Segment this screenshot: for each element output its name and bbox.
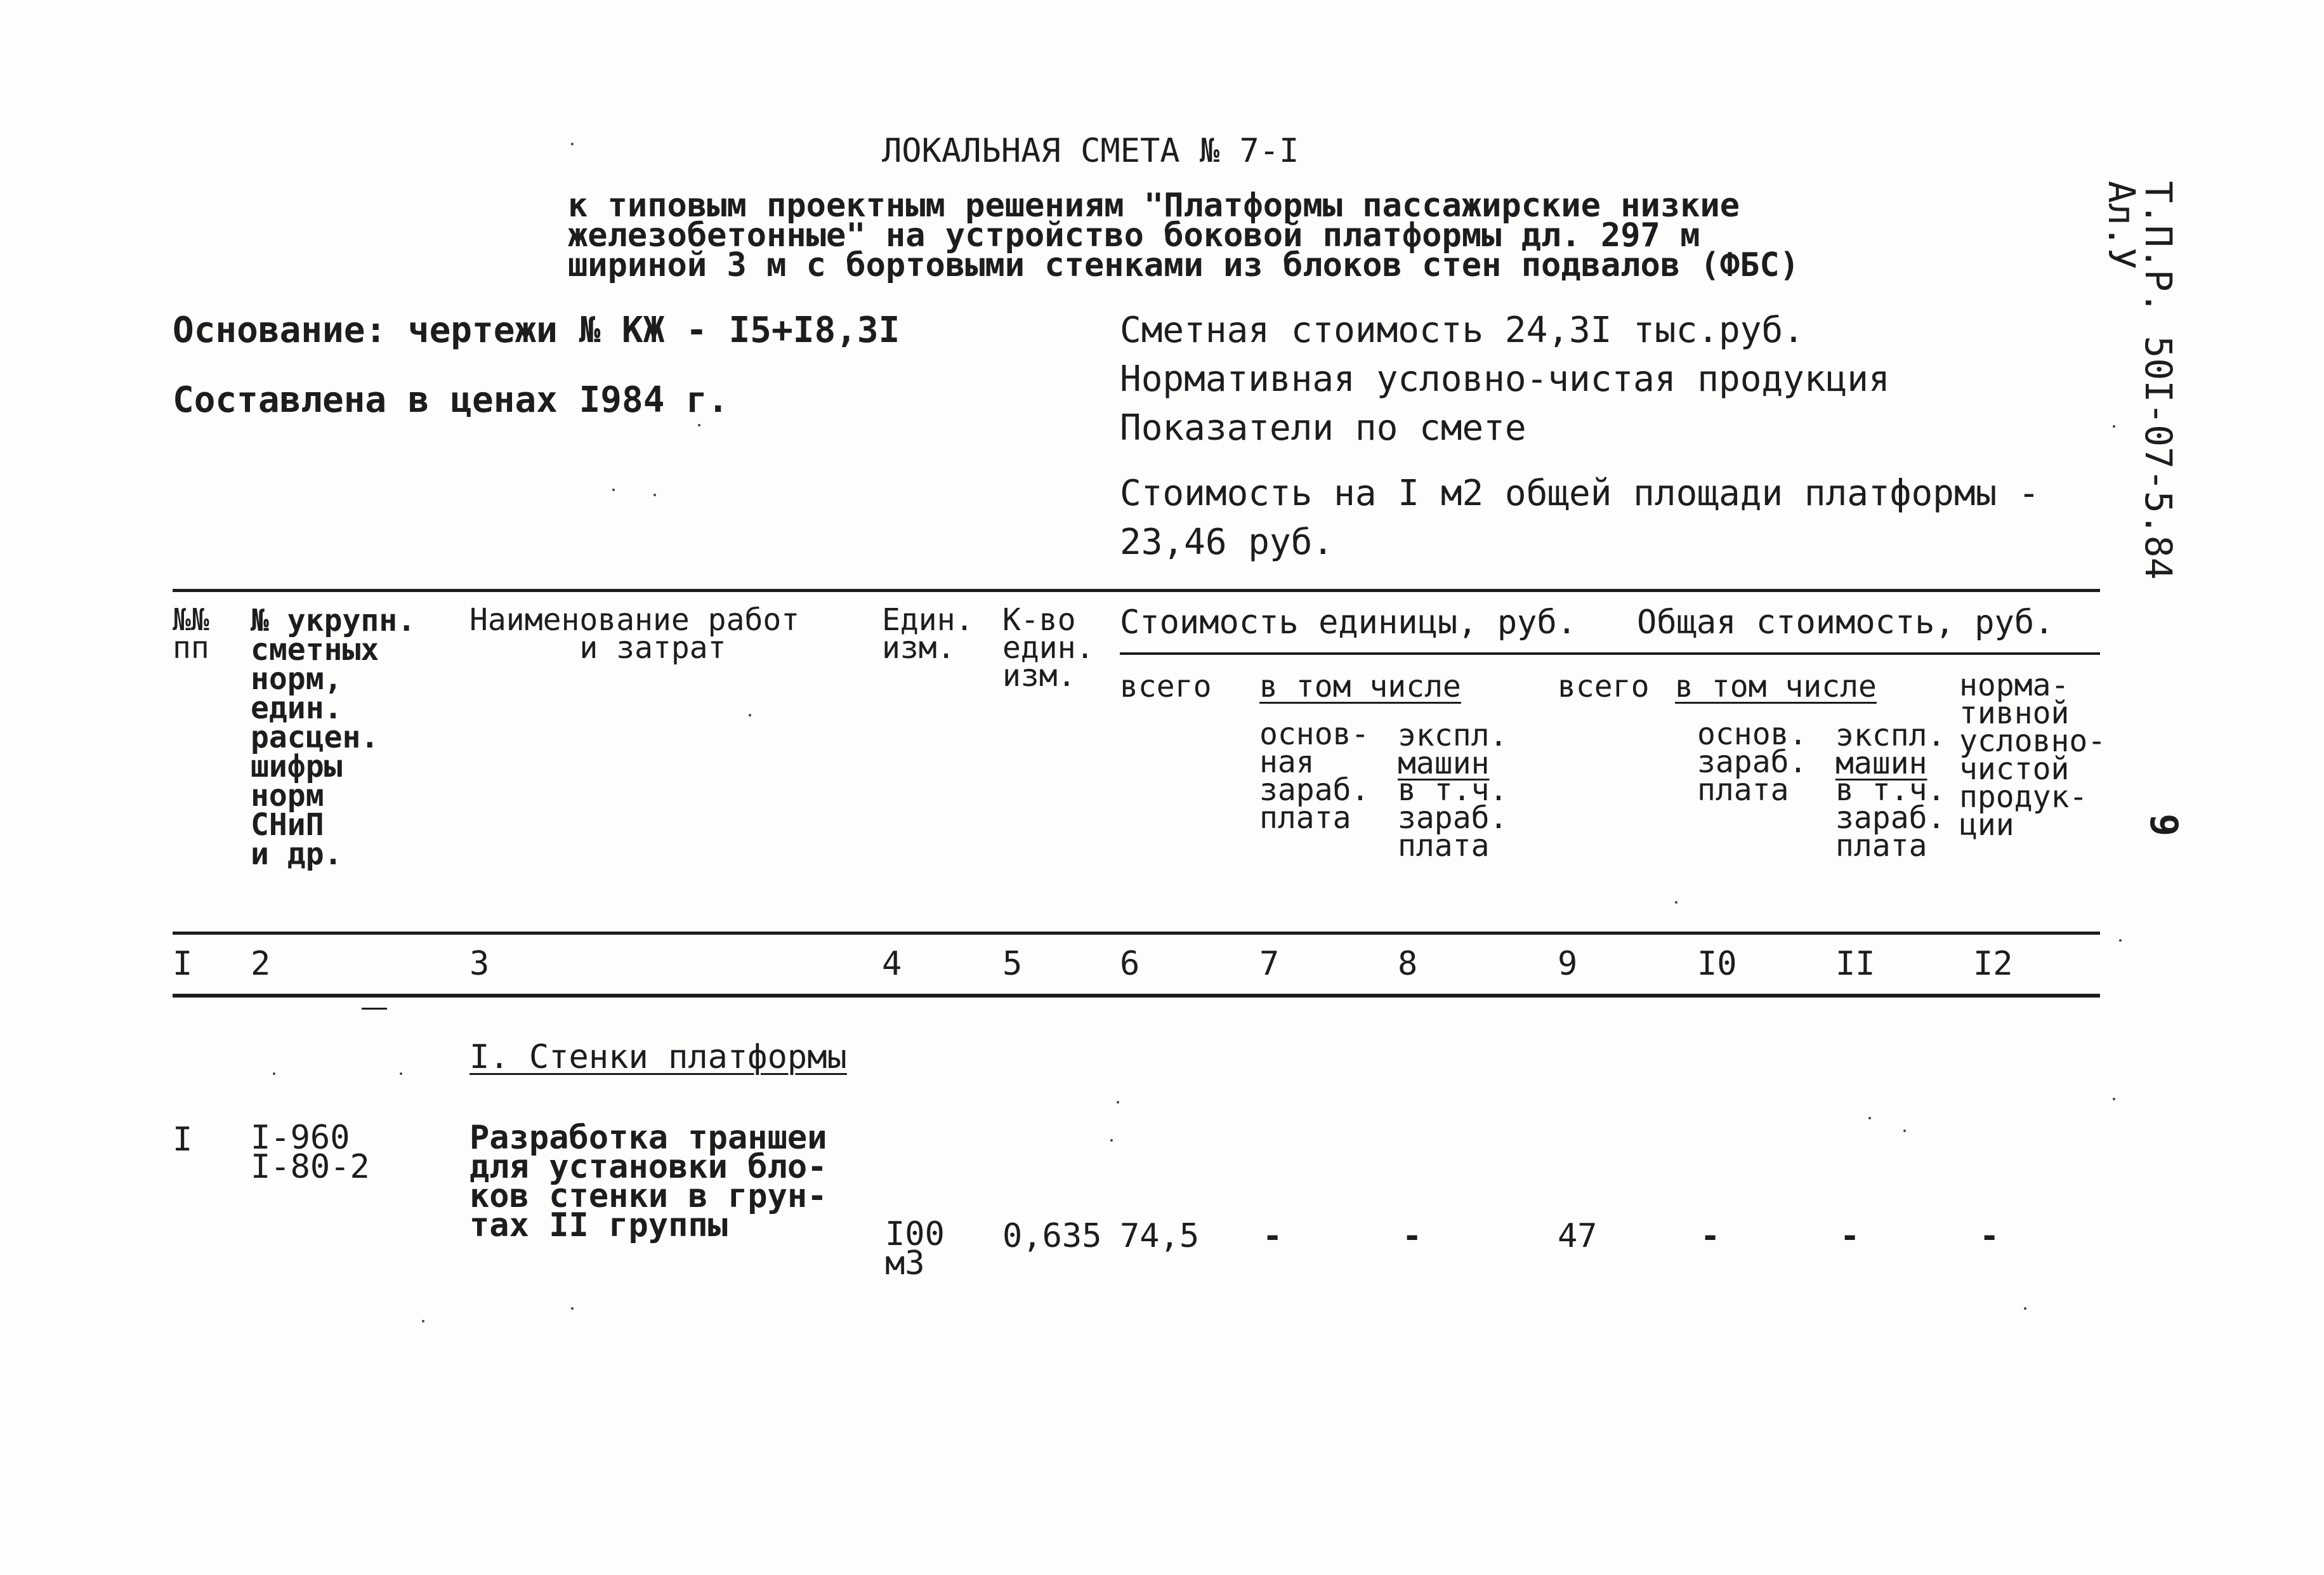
row-total-wage: - [1700, 1217, 1721, 1255]
row-normative: - [1979, 1217, 2000, 1255]
row-total-total: 47 [1558, 1217, 1598, 1255]
scan-speck [1117, 1101, 1119, 1104]
scan-speck [612, 489, 615, 491]
scan-speck [571, 1307, 574, 1310]
scan-speck [1868, 1117, 1871, 1119]
table-top-rule [173, 589, 2100, 592]
header-unit-mach-b: машин [1398, 746, 1490, 781]
column-number: 2 [251, 945, 271, 983]
header-normative: норма- тивной условно- чистой продук- ции [1959, 668, 2106, 843]
group-header-rule [1120, 652, 2100, 655]
row-name: Разработка траншеи для установки бло- ков стенки в грун- тах II группы [469, 1119, 827, 1244]
scan-speck [1675, 901, 1677, 904]
header-total-mach-a: экспл. [1835, 718, 1946, 753]
estimate-normative: Нормативная условно-чистая продукция [1120, 359, 1890, 400]
header-name: Наименование работ и затрат [469, 602, 800, 666]
row-unit-mach: - [1402, 1217, 1422, 1255]
subtitle-line-3: шириной 3 м с бортовыми стенками из блоков стен подвалов (ФБС) [568, 246, 1800, 284]
scan-speck [400, 1072, 402, 1075]
column-number: 4 [882, 945, 902, 983]
header-total-mach-c: в т.ч. зараб. плата [1835, 772, 1946, 864]
header-unit-cost-group: Стоимость единицы, руб. [1120, 603, 1577, 642]
scan-speck [571, 143, 574, 145]
scan-speck [273, 1072, 275, 1075]
row-unit-wage: - [1263, 1217, 1283, 1255]
column-number: 7 [1259, 945, 1280, 983]
header-qty: К-во един. изм. [1002, 602, 1094, 694]
section-title [469, 1038, 847, 1076]
scan-speck [698, 424, 700, 426]
subtitle-line-1: к типовым проектным решениям "Платформы пассажирские низкие [568, 187, 1740, 225]
basis-text: Основание: чертежи № КЖ - I5+I8,3I [173, 310, 900, 351]
row-code: I-960 I-80-2 [251, 1119, 370, 1186]
column-number: II [1835, 945, 1875, 983]
header-bottom-rule [173, 932, 2100, 935]
scan-mark [362, 1008, 387, 1010]
scan-speck [1903, 1130, 1906, 1132]
estimate-per-m2-line-1: Стоимость на I м2 общей площади платформы - [1120, 473, 2040, 514]
section-title-text: I. Стенки платформы [469, 1038, 847, 1076]
estimate-cost: Сметная стоимость 24,3I тыс.руб. [1120, 310, 1804, 351]
header-unit-incl: в том числе [1259, 669, 1461, 704]
header-code: № укрупн. сметных норм, един. расцен. шифры норм СНиП и др. [251, 603, 416, 872]
scan-speck [2119, 939, 2122, 942]
margin-document-code: Т.П.Р. 50I-07-5.84 Ал.У [2100, 181, 2180, 580]
scan-speck [2113, 425, 2115, 428]
subtitle-line-2: железобетонные" на устройство боковой платформы дл. 297 м [568, 216, 1700, 254]
page-number: 9 [2141, 813, 2186, 837]
header-unit-total: всего [1120, 669, 1212, 704]
column-number: 9 [1558, 945, 1578, 983]
prices-year-text: Составлена в ценах I984 г. [173, 379, 729, 421]
scan-speck [2024, 1307, 2026, 1310]
row-total-mach: - [1840, 1217, 1860, 1255]
scan-speck [653, 494, 656, 496]
row-qty: 0,635 [1002, 1217, 1102, 1255]
scan-speck [2113, 1098, 2115, 1100]
scan-speck [1110, 1139, 1113, 1142]
estimate-indicators: Показатели по смете [1120, 407, 1526, 449]
column-number: 3 [469, 945, 490, 983]
column-number: I2 [1973, 945, 2013, 983]
column-number-rule [173, 994, 2100, 998]
header-total-cost-group: Общая стоимость, руб. [1637, 603, 2054, 642]
header-total-mach-b: машин [1835, 746, 1927, 781]
column-number: 8 [1398, 945, 1418, 983]
row-unit-total: 74,5 [1120, 1217, 1200, 1255]
header-total-incl: в том числе [1675, 669, 1877, 704]
header-total-wage: основ. зараб. плата [1697, 716, 1808, 808]
column-number: 6 [1120, 945, 1140, 983]
scan-speck [749, 714, 751, 716]
column-number: I [173, 945, 193, 983]
document-title: ЛОКАЛЬНАЯ СМЕТА № 7-I [882, 132, 1299, 170]
header-unit-mach-c: в т.ч. зараб. плата [1398, 772, 1508, 864]
header-num: №№ пп [173, 602, 209, 666]
column-number: 5 [1002, 945, 1023, 983]
header-total-total: всего [1558, 669, 1650, 704]
column-number: I0 [1697, 945, 1737, 983]
header-unit: Един. изм. [882, 602, 974, 666]
header-unit-mach-a: экспл. [1398, 718, 1508, 753]
scan-speck [422, 1320, 424, 1322]
estimate-per-m2-line-2: 23,46 руб. [1120, 522, 1334, 563]
row-num: I [173, 1121, 193, 1159]
header-unit-wage: основ- ная зараб. плата [1259, 716, 1370, 836]
row-unit: I00 м3 [885, 1215, 945, 1282]
